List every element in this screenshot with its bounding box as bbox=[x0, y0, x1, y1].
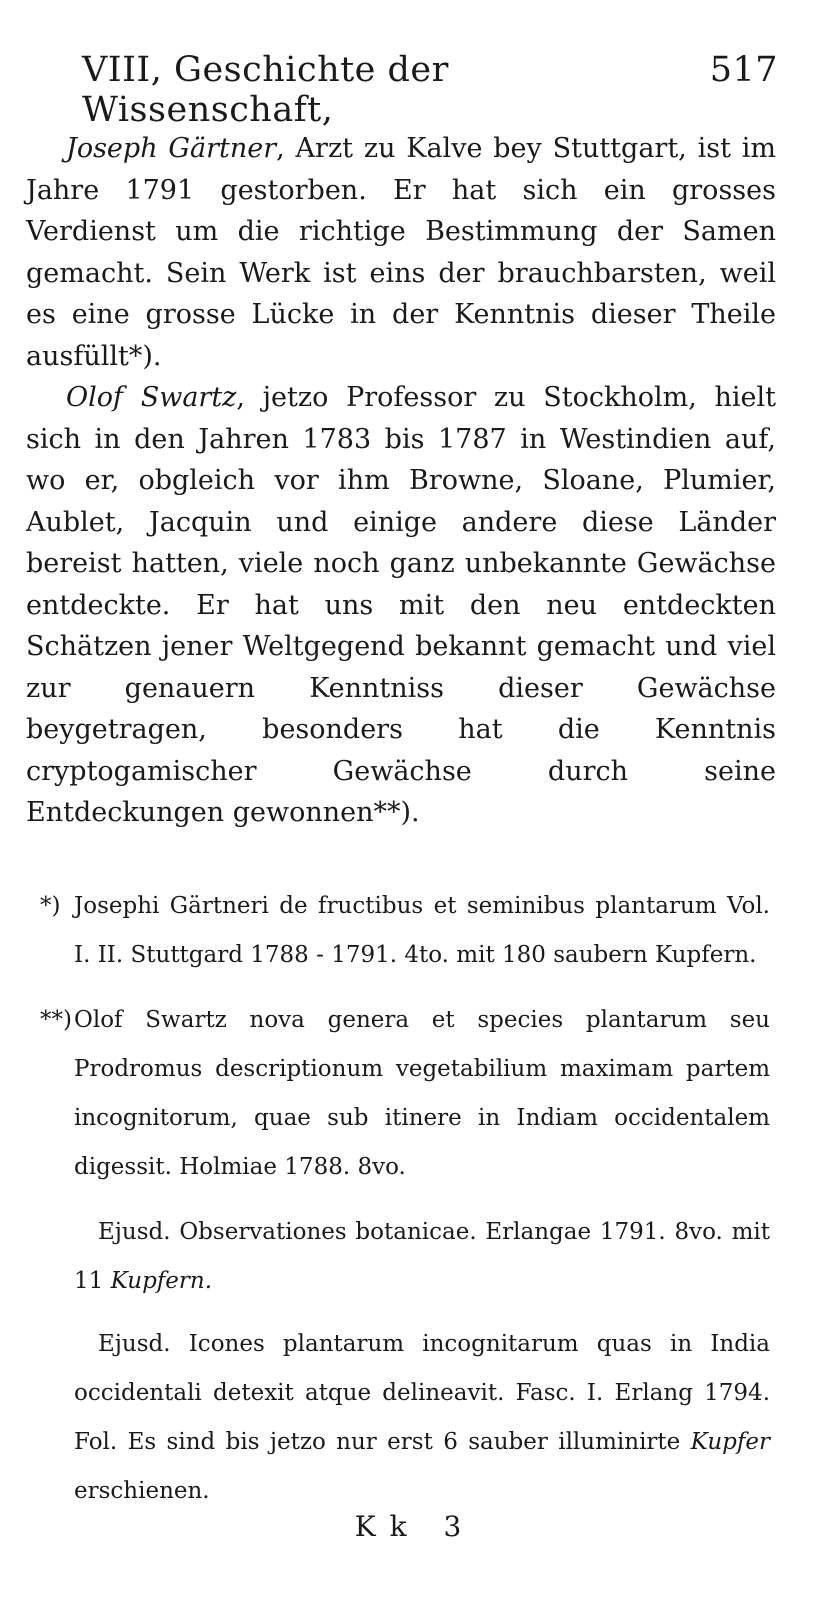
paragraph-swartz bbox=[26, 377, 776, 834]
footnote-1 bbox=[40, 882, 770, 980]
footnote-2-icones-text: Ejusd. Icones plantarum incognitarum quas in India occidentali detexit atque delineavit. Fasc. I. Erlang 1794. Fol. Es sind bis jetzo nur erst 6 sauber illuminirte bbox=[74, 1331, 770, 1455]
paragraph-gaertner bbox=[26, 128, 776, 377]
footnote-2-observationes-italic: Kupfern. bbox=[110, 1268, 213, 1294]
person-name-gaertner: Joseph Gärtner bbox=[66, 133, 277, 164]
footnote-2-icones-italic: Kupfer bbox=[690, 1429, 770, 1455]
footnote-2-icones-end: erschienen. bbox=[74, 1478, 210, 1504]
running-head bbox=[82, 50, 778, 130]
footnote-2 bbox=[40, 996, 770, 1192]
printer-signature: Kk 3 bbox=[354, 1510, 476, 1543]
footnote-2-observationes bbox=[40, 1208, 770, 1306]
footnote-1-mark: *) bbox=[40, 893, 61, 919]
paragraph-gaertner-text: , Arzt zu Kalve bey Stuttgart, ist im Jahre 1791 gestorben. Er hat sich ein grosses Verdienst um die richtige Bestimmung der Samen gemacht. Sein Werk ist eins der brauchbarsten, weil es eine grosse Lücke in der Kenntnis dieser Theile ausfüllt*). bbox=[26, 133, 776, 372]
footnotes bbox=[40, 882, 770, 1530]
footnote-1-text: Josephi Gärtneri de fructibus et seminibus plantarum Vol. I. II. Stuttgard 1788 - 1791. 4to. mit 180 saubern Kupfern. bbox=[74, 893, 770, 968]
footnote-2-text: Olof Swartz nova genera et species plantarum seu Prodromus descriptionum vegetabilium maximam partem incognitorum, quae sub itinere in Indiam occidentalem digessit. Holmiae 1788. 8vo. bbox=[74, 1007, 770, 1180]
main-text bbox=[26, 128, 776, 834]
footnote-2-icones bbox=[40, 1320, 770, 1516]
footnote-2-mark: **) bbox=[40, 1007, 72, 1033]
page-number: 517 bbox=[709, 50, 778, 90]
footnote-2-observationes-text: Ejusd. Observationes botanicae. Erlangae 1791. 8vo. mit 11 bbox=[74, 1219, 770, 1294]
person-name-swartz: Olof Swartz bbox=[66, 382, 237, 413]
running-head-title: VIII, Geschichte der Wissenschaft, bbox=[82, 50, 449, 130]
paragraph-swartz-text: , jetzo Professor zu Stockholm, hielt sich in den Jahren 1783 bis 1787 in Westindien auf, wo er, obgleich vor ihm Browne, Sloane, Plumier, Aublet, Jacquin und einige andere diese Länder bereist hatten, viele noch ganz unbekannte Gewächse entdeckte. Er hat uns mit den neu entdeckten Schätzen jener Weltgegend bekannt gemacht und viel zur genauern Kenntniss dieser Gewächse beygetragen, besonders hat die Kenntnis cryptogamischer Gewächse durch seine Entdeckungen gewonnen**). bbox=[26, 382, 776, 828]
